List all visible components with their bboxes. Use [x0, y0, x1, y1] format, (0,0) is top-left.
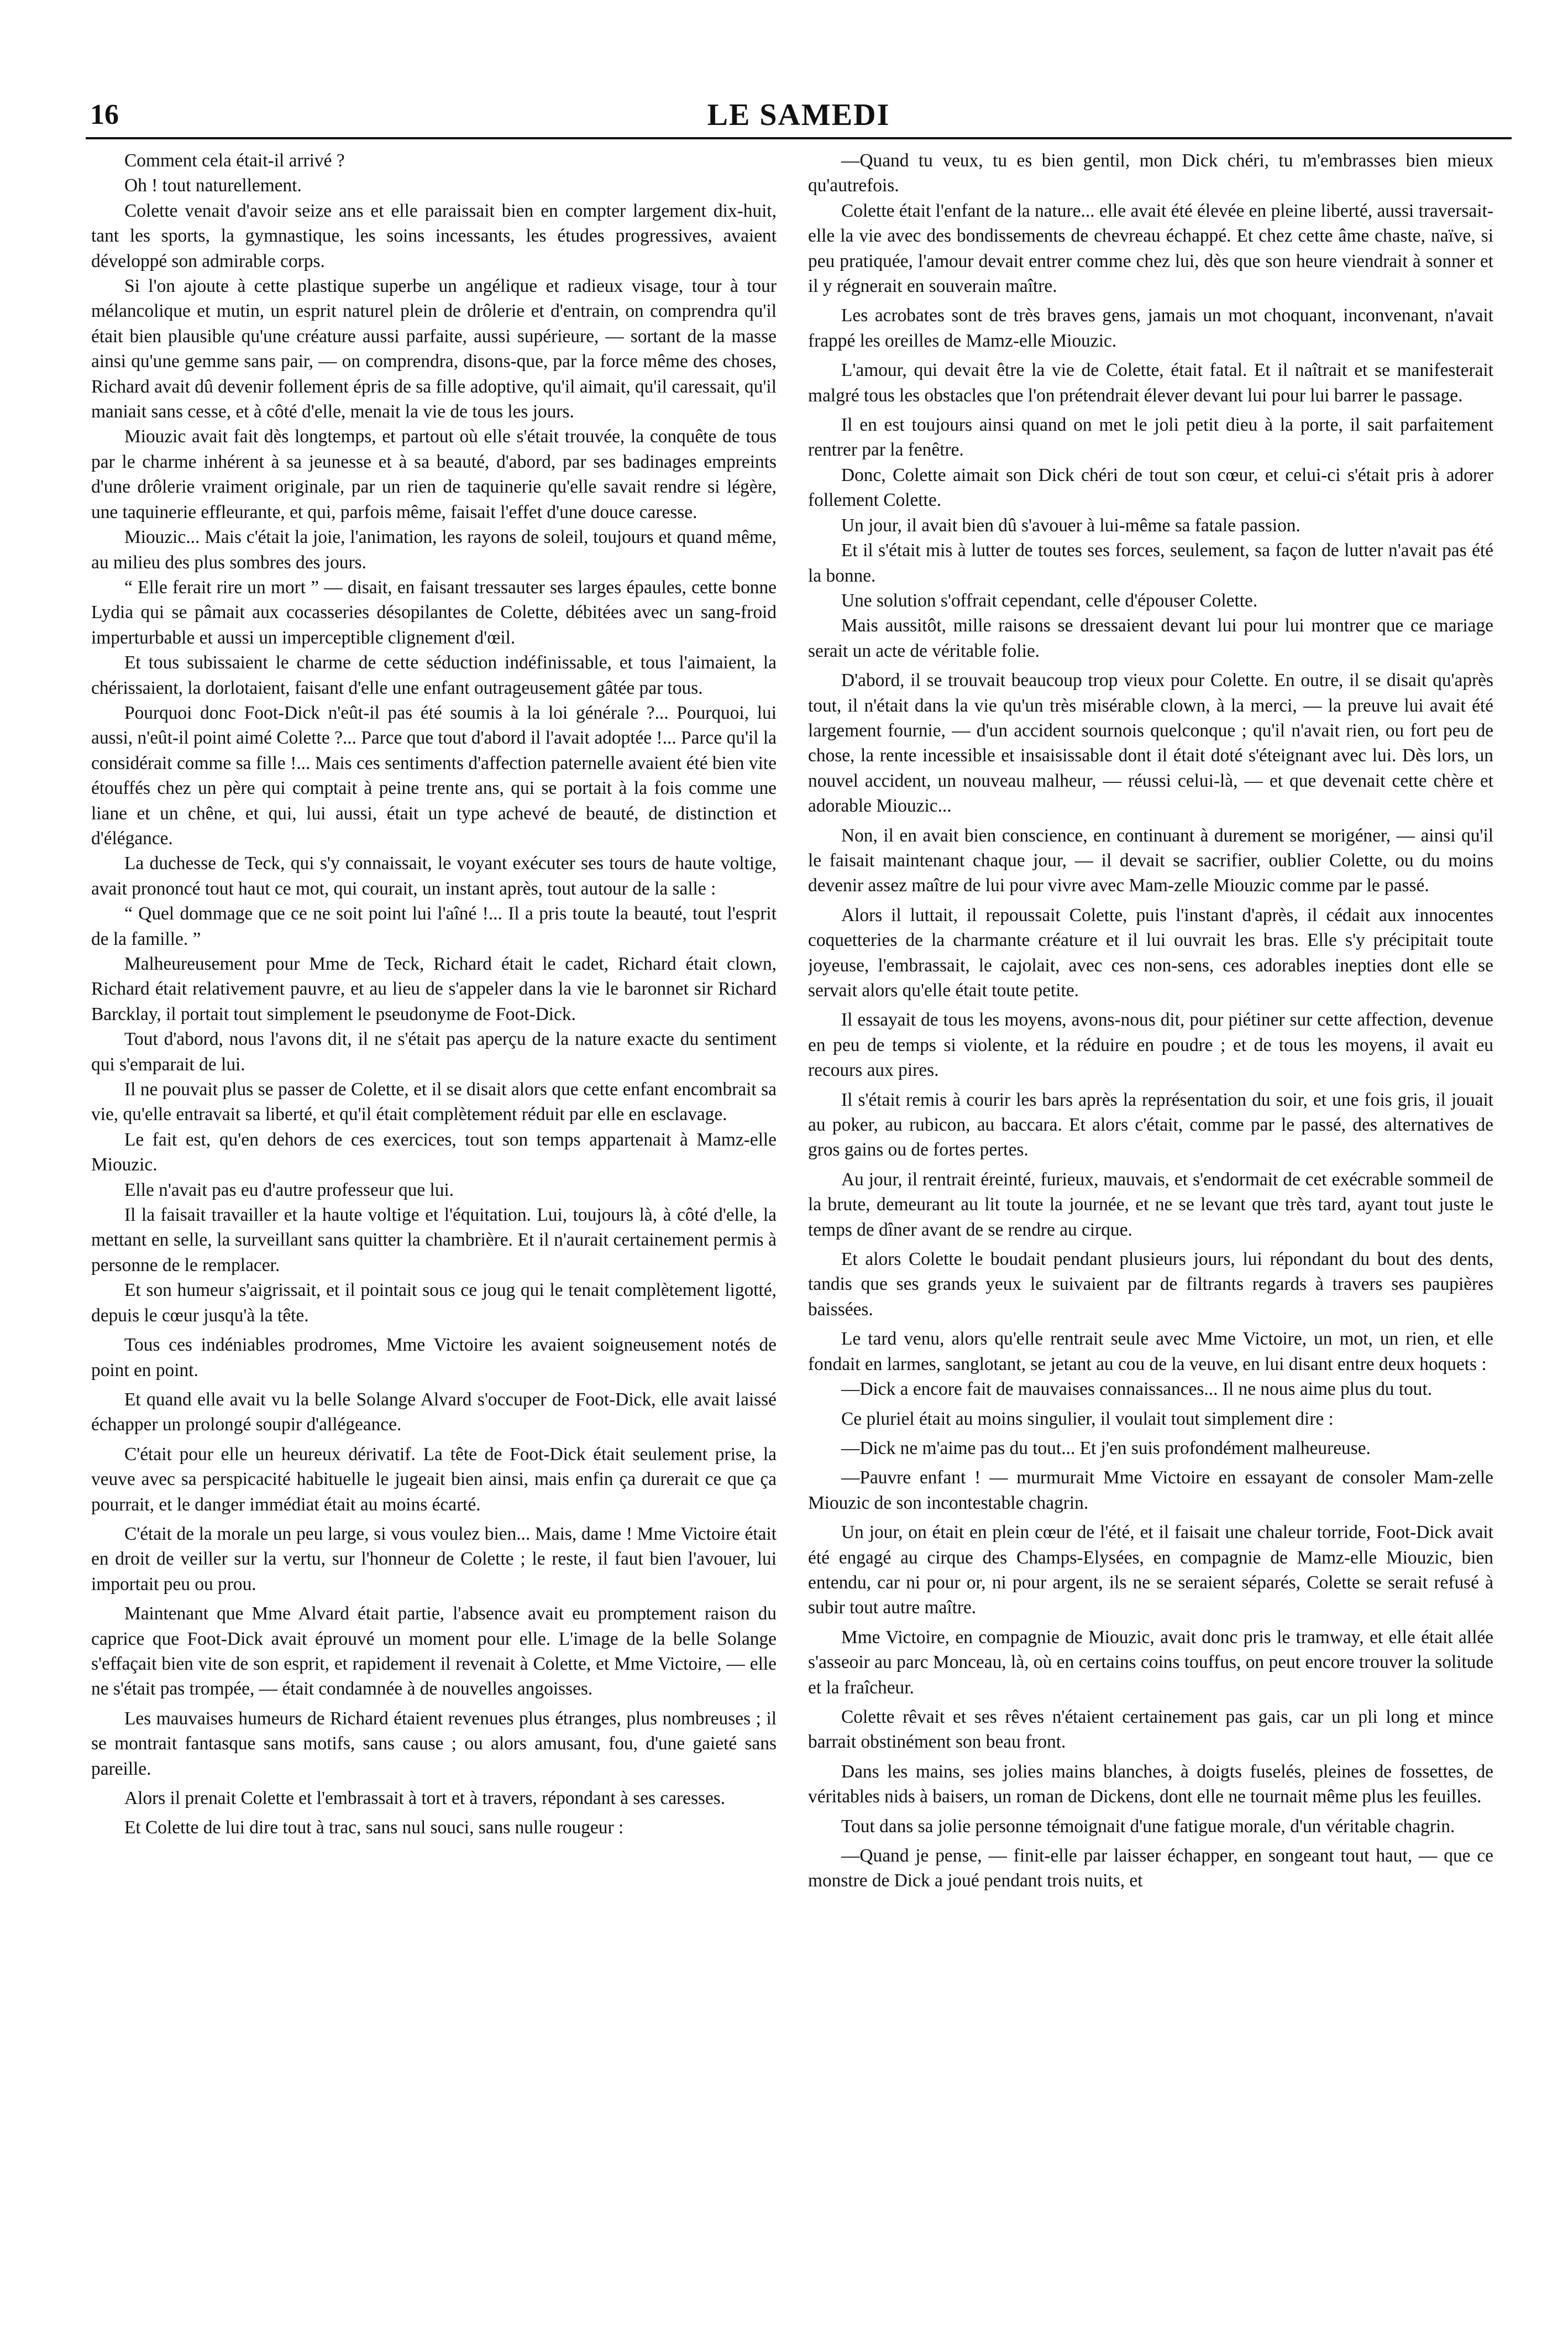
page-number: 16 [90, 99, 119, 130]
paragraph: C'était pour elle un heureux dérivatif. La tête de Foot-Dick était seulement prise, la veuve avec sa perspicacité habituelle le jugeait bien ainsi, mais enfin ça durerait ce que ça pourrait, et le danger immédiat était au moins écarté. [91, 1444, 777, 1515]
paragraph: —Pauvre enfant ! — murmurait Mme Victoire en essayant de consoler Mam-zelle Miouzic de son incontestable chagrin. [808, 1467, 1493, 1513]
paragraph: Les acrobates sont de très braves gens, jamais un mot choquant, inconvenant, n'avait frappé les oreilles de Mamz-elle Miouzic. [808, 305, 1493, 351]
paragraph: Le tard venu, alors qu'elle rentrait seule avec Mme Victoire, un mot, un rien, et elle fondait en larmes, sanglotant, se jetant au cou de la veuve, en lui disant entre deux hoquets : [808, 1329, 1493, 1374]
paragraph: Le fait est, qu'en dehors de ces exercices, tout son temps appartenait à Mamz-elle Miouzic. [91, 1129, 777, 1175]
paragraph: Alors il prenait Colette et l'embrassait à tort et à travers, répondant à ses caresses. [124, 1788, 726, 1808]
paragraph: Malheureusement pour Mme de Teck, Richard était le cadet, Richard était clown, Richard était relativement pauvre, et au lieu de s'appeler dans la vie le baronnet sir Richard Barcklay, il portait tout simplement le pseudonyme de Foot-Dick. [91, 954, 777, 1024]
paragraph: —Dick ne m'aime pas du tout... Et j'en suis profondément malheureuse. [841, 1437, 1371, 1458]
paragraph: Il essayait de tous les moyens, avons-nous dit, pour piétiner sur cette affection, devenue en peu de temps si violente, et la réduire en poudre ; et de tous les moyens, il avait eu recours aux pires. [808, 1010, 1493, 1081]
paragraph: Elle n'avait pas eu d'autre professeur que lui. [124, 1179, 454, 1200]
paragraph: —Dick a encore fait de mauvaises connaissances... Il ne nous aime plus du tout. [841, 1379, 1433, 1400]
paragraph: Un jour, il avait bien dû s'avouer à lui-même sa fatale passion. [841, 515, 1300, 536]
paragraph: D'abord, il se trouvait beaucoup trop vieux pour Colette. En outre, il se disait qu'après tout, il n'était dans la vie qu'un très misérable clown, à la merci, — la preuve lui avait été largement fournie, — d'un accident sournois quelconque ; qu'il n'avait rien, ou fort peu de chose, la rente incessible et insaisissable dont il était doté s'éteignant avec lui. Dès lors, un nouvel accident, un nouveau malheur, — réussi celui-là, — et que devenait cette chère et adorable Miouzic... [808, 670, 1493, 817]
paragraph: Il en est toujours ainsi quand on met le joli petit dieu à la porte, il sait parfaitement rentrer par la fenêtre. [808, 415, 1493, 461]
paragraph: Une solution s'offrait cependant, celle d'épouser Colette. [841, 590, 1258, 611]
paragraph: Ce pluriel était au moins singulier, il voulait tout simplement dire : [841, 1408, 1334, 1429]
paragraph: Pourquoi donc Foot-Dick n'eût-il pas été soumis à la loi générale ?... Pourquoi, lui aussi, n'eût-il point aimé Colette ?... Parce que tout d'abord il l'avait adoptée !... Parce qu'il la considérait comme sa fille !... Mais ces sentiments d'affection paternelle avaient été bien vite étouffés chez un père qui comptait à peine trente ans, qui se portait à la fois comme une liane et un chêne, et qui, lui aussi, était un type achevé de beauté, de distinction et d'élégance. [91, 702, 777, 849]
paragraph: Au jour, il rentrait éreinté, furieux, mauvais, et s'endormait de cet exécrable sommeil de la brute, demeurant au lit toute la journée, et ne se levant que très tard, ayant tout juste le temps de dîner avant de se rendre au cirque. [808, 1169, 1493, 1240]
paragraph: Colette était l'enfant de la nature... elle avait été élevée en pleine liberté, aussi traversait-elle la vie avec des bondissements de chevreau échappé. Et chez cette âme chaste, naïve, si peu pratiquée, l'amour devait entrer comme chez lui, dès que son heure viendrait à sonner et il y régnerait en souverain maître. [808, 200, 1493, 297]
page-header [86, 98, 1512, 139]
paragraph: Alors il luttait, il repoussait Colette, puis l'instant d'après, il cédait aux innocentes coquetteries de la charmante créature et il lui ouvrait les bras. Elle s'y précipitait toute joyeuse, l'embrassait, le cajolait, avec ces non-sens, ces adorables inepties dont elle se servait alors qu'elle était toute petite. [808, 904, 1493, 1001]
paragraph: Tout d'abord, nous l'avons dit, il ne s'était pas aperçu de la nature exacte du sentiment qui s'emparait de lui. [91, 1029, 777, 1075]
running-title: LE SAMEDI [707, 98, 890, 132]
paragraph: Tout dans sa jolie personne témoignait d'une fatigue morale, d'un véritable chagrin. [841, 1816, 1455, 1837]
paragraph: “ Quel dommage que ce ne soit point lui l'aîné !... Il a pris toute la beauté, tout l'esprit de la famille. ” [91, 903, 777, 949]
paragraph: Il s'était remis à courir les bars après la représentation du soir, et une fois gris, il jouait au poker, au rubicon, au baccara. Et alors c'était, comme par le passé, des alternatives de gros gains ou de fortes pertes. [808, 1089, 1493, 1160]
paragraph: Miouzic avait fait dès longtemps, et partout où elle s'était trouvée, la conquête de tous par le charme inhérent à sa jeunesse et à sa beauté, d'abord, par ses badinages empreints d'une drôlerie vraiment originale, par un rien de taquinerie qu'elle savait rendre si légère, une taquinerie effleurante, et qui, parfois même, faisait l'effet d'une douce caresse. [91, 426, 777, 522]
paragraph: Et tous subissaient le charme de cette séduction indéfinissable, et tous l'aimaient, la chérissaient, la dorlotaient, faisant d'elle une enfant outrageusement gâtée par tous. [91, 652, 777, 698]
paragraph: Colette rêvait et ses rêves n'étaient certainement pas gais, car un pli long et mince barrait obstinément son beau front. [808, 1706, 1493, 1753]
paragraph: Si l'on ajoute à cette plastique superbe un angélique et radieux visage, tour à tour mélancolique et mutin, un esprit naturel plein de drôlerie et d'entrain, on comprendra qu'il était bien plausible qu'une créature aussi parfaite, aussi supérieure, — sortant de la masse ainsi qu'une gemme sans pair, — on comprendra, disons-que, par la force même des choses, Richard avait dû devenir follement épris de sa fille adoptive, qu'il aimait, qu'il caressait, qu'il maniait sans cesse, et à côté d'elle, menait la vie de tous les jours. [91, 276, 777, 422]
paragraph: Comment cela était-il arrivé ? [124, 150, 345, 171]
paragraph: —Quand je pense, — finit-elle par laisser échapper, en songeant tout haut, — que ce monstre de Dick a joué pendant trois nuits, et [808, 1845, 1493, 1891]
paragraph: Et son humeur s'aigrissait, et il pointait sous ce joug qui le tenait complètement ligotté, depuis le cœur jusqu'à la tête. [91, 1280, 777, 1326]
paragraph: Et Colette de lui dire tout à trac, sans nul souci, sans nulle rougeur : [124, 1817, 624, 1838]
paragraph: Mme Victoire, en compagnie de Miouzic, avait donc pris le tramway, et elle était allée s'asseoir au parc Monceau, là, où en certains coins touffus, on peut encore trouver la solitude et la fraîcheur. [808, 1627, 1493, 1698]
paragraph: Non, il en avait bien conscience, en continuant à durement se morigéner, — ainsi qu'il le faisait maintenant chaque jour, — il devait se sacrifier, oublier Colette, ou du moins devenir assez maître de lui pour vivre avec Mam-zelle Miouzic comme par le passé. [808, 825, 1493, 896]
paragraph: Miouzic... Mais c'était la joie, l'animation, les rayons de soleil, toujours et quand même, au milieu des plus sombres des jours. [91, 527, 777, 573]
paragraph: Maintenant que Mme Alvard était partie, l'absence avait eu promptement raison du caprice que Foot-Dick avait éprouvé un moment pour elle. L'image de la belle Solange s'effaçait bien vite de son esprit, et rapidement il revenait à Colette, et Mme Victoire, — elle ne s'était pas trompée, — était condamnée à de nouvelles angoisses. [91, 1603, 777, 1700]
paragraph: L'amour, qui devait être la vie de Colette, était fatal. Et il naîtrait et se manifesterait malgré tous les obstacles que l'on prétendrait élever devant lui pour lui barrer le passage. [808, 360, 1493, 406]
paragraph: La duchesse de Teck, qui s'y connaissait, le voyant exécuter ses tours de haute voltige, avait prononcé tout haut ce mot, qui courait, un instant après, tout autour de la salle : [91, 853, 777, 899]
paragraph: Donc, Colette aimait son Dick chéri de tout son cœur, et celui-ci s'était pris à adorer follement Colette. [808, 464, 1493, 511]
paragraph: Colette venait d'avoir seize ans et elle paraissait bien en compter largement dix-huit, tant les sports, la gymnastique, les soins incessants, les études progressives, avaient développé son admirable corps. [91, 200, 777, 271]
paragraph: Les mauvaises humeurs de Richard étaient revenues plus étranges, plus nombreuses ; il se montrait fantasque sans motifs, sans cause ; ou alors amusant, fou, d'une gaieté sans pareille. [91, 1708, 777, 1779]
right-column [808, 148, 1493, 2310]
paragraph: Il ne pouvait plus se passer de Colette, et il se disait alors que cette enfant encombrait sa vie, qu'elle entravait sa liberté, et qu'il était complètement réduit par elle en esclavage. [91, 1079, 777, 1125]
paragraph: Un jour, on était en plein cœur de l'été, et il faisait une chaleur torride, Foot-Dick avait été engagé au cirque des Champs-Elysées, en compagnie de Mamz-elle Miouzic, bien entendu, car ni pour or, ni pour argent, ils ne se seraient séparés, Colette se serait refusé à subir tout autre maître. [808, 1522, 1493, 1618]
paragraph: Et quand elle avait vu la belle Solange Alvard s'occuper de Foot-Dick, elle avait laissé échapper un prolongé soupir d'allégeance. [91, 1389, 777, 1435]
paragraph: Oh ! tout naturellement. [124, 175, 302, 196]
paragraph: Dans les mains, ses jolies mains blanches, à doigts fuselés, pleines de fossettes, de véritables nids à baisers, un roman de Dickens, dont elle ne tournait même plus les feuilles. [808, 1761, 1493, 1807]
paragraph: Tous ces indéniables prodromes, Mme Victoire les avaient soigneusement notés de point en point. [91, 1335, 777, 1381]
paragraph: Et il s'était mis à lutter de toutes ses forces, seulement, sa façon de lutter n'avait pas été la bonne. [808, 540, 1493, 586]
paragraph: C'était de la morale un peu large, si vous voulez bien... Mais, dame ! Mme Victoire était en droit de veiller sur la vertu, sur l'honneur de Colette ; le reste, il faut bien l'avouer, lui importait peu ou prou. [91, 1523, 777, 1594]
paragraph: “ Elle ferait rire un mort ” — disait, en faisant tressauter ses larges épaules, cette bonne Lydia qui se pâmait aux cocasseries désopilantes de Colette, débitées avec un sang-froid imperturbable et aussi un imperceptible clignement d'œil. [91, 577, 777, 648]
paragraph: —Quand tu veux, tu es bien gentil, mon Dick chéri, tu m'embrasses bien mieux qu'autrefois. [808, 150, 1493, 196]
left-column [91, 148, 777, 2310]
paragraph: Il la faisait travailler et la haute voltige et l'équitation. Lui, toujours là, à côté d'elle, la mettant en selle, la surveillant sans quitter la chambrière. Et il n'aurait certainement permis à personne de le remplacer. [91, 1205, 777, 1275]
paragraph: Mais aussitôt, mille raisons se dressaient devant lui pour lui montrer que ce mariage serait un acte de véritable folie. [808, 615, 1493, 661]
paragraph: Et alors Colette le boudait pendant plusieurs jours, lui répondant du bout des dents, tandis que ses grands yeux le suivaient par de filtrants regards à travers ses paupières baissées. [808, 1249, 1493, 1320]
